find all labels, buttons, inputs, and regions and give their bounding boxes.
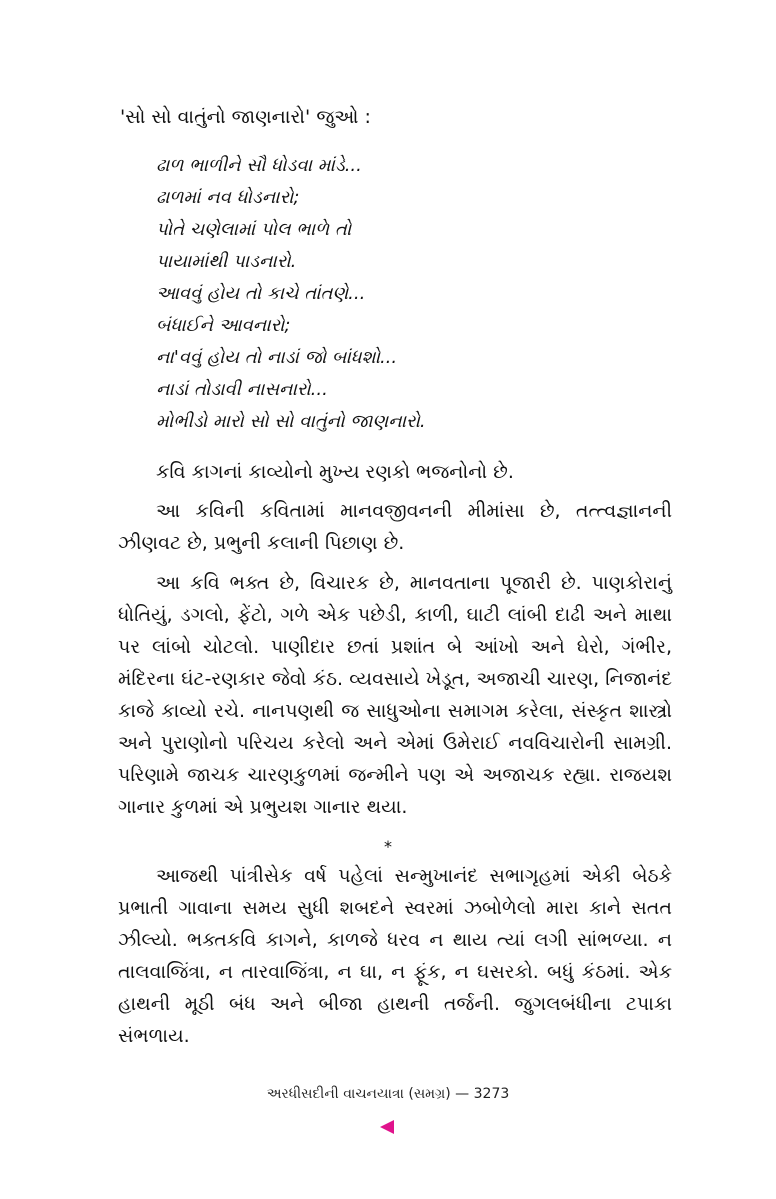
section-divider: * (384, 837, 392, 856)
poem-line: ના'વવું હોય તો નાડાં જો બાંધશો... (156, 347, 398, 368)
poem-line: પોતે ચણેલામાં પોલ ભાળે તો (156, 219, 352, 240)
poem-line: ઢાળ ભાળીને સૌ ધોડવા માંડે... (156, 155, 362, 176)
poem-line: ઢાળમાં નવ ધોડનારો; (156, 187, 300, 208)
poem-line: બંધાઈને આવનારો; (156, 315, 291, 336)
paragraph: આજથી પાંત્રીસેક વર્ષ પહેલાં સન્મુખાનંદ સભાગૃહમાં એકી બેઠકે પ્રભાતી ગાવાના સમય સુધી શબદને સ્વરમાં ઝબોળેલો મારા કાને સતત ઝીલ્યો. ભક્તકવિ કાગને, કાળજે ધરવ ન થાય ત્યાં લગી સાંભળ્યા. ન તાલવાજિંત્રા, ન તારવાજિંત્રા, ન ઘા, ન ફૂંક, ન ઘસરકો. બધું કંઠમાં. એક હાથની મૂઠી બંધ અને બીજા હાથની તર્જની. જુગલબંધીના ટપાકા સંભળાય. (118, 865, 672, 1047)
page-footer: અરધીસદીની વાચનયાત્રા (સમગ્ર) — 3273 (266, 1086, 510, 1102)
poem-line: આવવું હોય તો કાચે તાંતણે... (156, 283, 366, 304)
poem-line: પાયામાંથી પાડનારો. (156, 251, 297, 272)
intro-line: 'સો સો વાતુંનો જાણનારો' જુઓ : (120, 106, 371, 128)
poem-block (156, 150, 426, 438)
left-triangle-icon[interactable] (380, 1120, 394, 1134)
paragraph: આ કવિની કવિતામાં માનવજીવનની મીમાંસા છે, તત્ત્વજ્ઞાનની ઝીણવટ છે, પ્રભુની કલાની પિછાણ છે. (118, 500, 672, 554)
poem-line: નાડાં તોડાવી નાસનારો... (156, 379, 328, 400)
poem-line: મોભીડો મારો સો સો વાતુંનો જાણનારો. (156, 411, 426, 432)
paragraph: કવિ કાગનાં કાવ્યોનો મુખ્ય રણકો ભજનોનો છે. (156, 461, 514, 483)
paragraph: આ કવિ ભક્ત છે, વિચારક છે, માનવતાના પૂજારી છે. પાણકોરાનું ધોતિયું, ડગલો, ફેંટો, ગળે એક પછેડી, કાળી, ઘાટી લાંબી દાઢી અને માથા પર લાંબો ચોટલો. પાણીદાર છતાં પ્રશાંત બે આંખો અને ઘેરો, ગંભીર, મંદિરના ઘંટ-રણકાર જેવો કંઠ. વ્યવસાયે ખેડૂત, અજાચી ચારણ, નિજાનંદ કાજે કાવ્યો રચે. નાનપણથી જ સાધુઓના સમાગમ કરેલા, સંસ્કૃત શાસ્ત્રો અને પુરાણોનો પરિચય કરેલો અને એમાં ઉમેરાઈ નવવિચારોની સામગ્રી. પરિણામે જાચક ચારણકુળમાં જન્મીને પણ એ અજાચક રહ્યા. રાજયશ ગાનાર કુળમાં એ પ્રભુયશ ગાનાર થયા. (118, 572, 672, 818)
